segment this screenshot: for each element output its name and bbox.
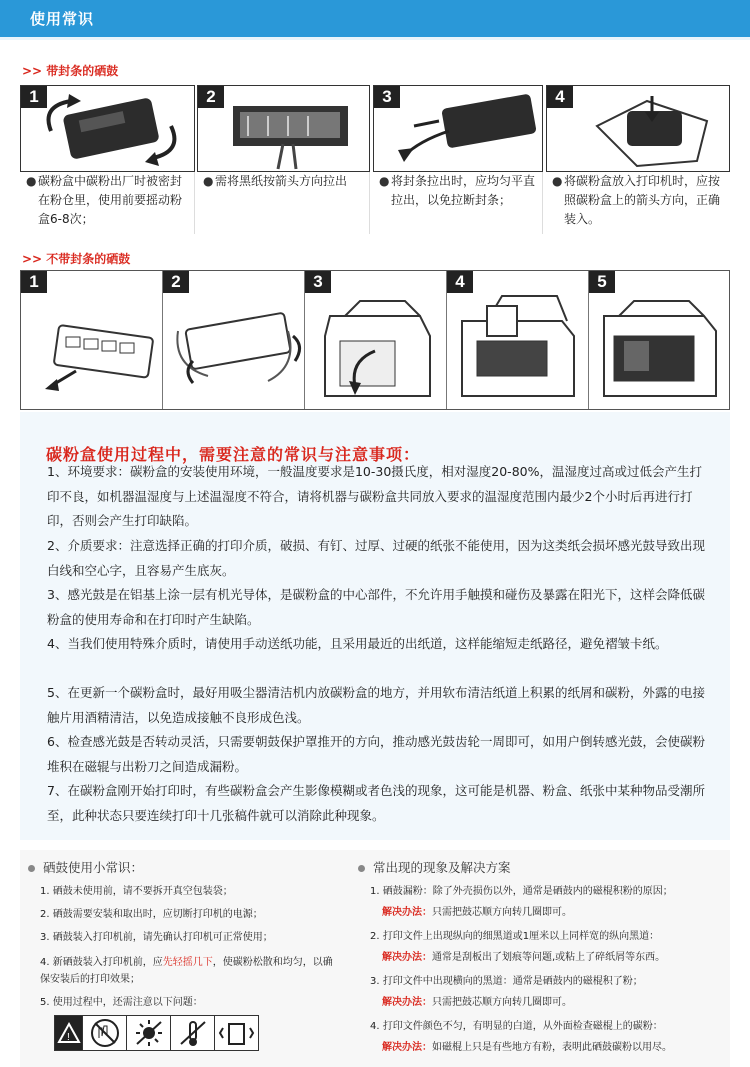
bullet-icon: ● (552, 174, 563, 188)
no-heat-icon (171, 1016, 215, 1050)
page-title: 使用常识 (30, 10, 95, 28)
notice-item-3: 3、感光鼓是在铝基上涂一层有机光导体，是碳粉盒的中心部件，不允许用手触摸和碰伤及暴露在阳光下，这样会降低碳粉盒的使用寿命和在打印时产生缺陷。 (47, 587, 705, 627)
notice-item-1: 1、环境要求：碳粉盒的安装使用环境，一般温度要求是10-30摄氏度，相对湿度20-80%，温湿度过高或过低会产生打印不良，如机器温湿度与上述温湿度不符合，请将机器与碳粉盒共同放入要求的温湿度范围内最少2个小时后再进行打印，否则会产生打印缺陷。 (47, 464, 702, 528)
insert-cartridge-illustration (547, 86, 730, 172)
notice-item-6: 6、检查感光鼓是否转动灵活，只需要朝鼓保护罩推开的方向，推动感光鼓齿轮一周即可，如用户倒转感光鼓，会使碳粉堆积在磁辊与出粉刀之间造成漏粉。 (47, 734, 705, 774)
unsealed-section-title: >> 不带封条的硒鼓 (22, 252, 131, 266)
notice-item-4: 4、当我们使用特殊介质时，请使用手动送纸功能，且采用最近的出纸道，这样能缩短走纸路径，避免褶皱卡纸。 (47, 636, 668, 651)
unsealed-step-5-image (589, 271, 729, 409)
solution-item-4: 解决办法：如磁棍上只是有些地方有粉，表明此硒鼓碳粉以用尽。 (382, 1042, 672, 1053)
sealed-step-4-image (546, 85, 730, 172)
header-bar (0, 0, 750, 37)
unsealed-step-2-image (163, 271, 305, 409)
no-touch-icon (83, 1016, 127, 1050)
step-number: 3 (374, 86, 400, 108)
unsealed-step-3-image (305, 271, 447, 409)
tip-item-1: 1. 硒鼓未使用前，请不要拆开真空包装袋； (40, 886, 233, 897)
sealed-step-2-caption: ● 需将黑纸按箭头方向拉出 (197, 172, 370, 234)
step-number: 5 (589, 271, 615, 293)
solution-item-1: 解决办法：只需把鼓芯顺方向转几圈即可。 (382, 907, 572, 918)
warning-icon (55, 1016, 83, 1050)
tip-item-4: 4. 新硒鼓装入打印机前，应先轻摇几下，使碳粉松散和均匀，以确保安装后的打印效果； (40, 957, 333, 985)
tip-item-3: 3. 硒鼓装入打印机前，请先确认打印机可正常使用； (40, 932, 273, 943)
notice-item-7: 7、在碳粉盒刚开始打印时，有些碳粉盒会产生影像模糊或者色浅的现象，这可能是机器、粉盒、纸张中某种物品受潮所至，此种状态只要连续打印十几张稿件就可以消除此种现象。 (47, 783, 705, 823)
notice-panel (20, 412, 730, 840)
step-number: 1 (21, 86, 47, 108)
problems-title: 常出现的现象及解决方案 (358, 858, 511, 876)
unsealed-steps-strip (20, 270, 730, 410)
step-number: 4 (547, 86, 573, 108)
sealed-step-3-caption: ● 将封条拉出时，应均匀平直拉出，以免拉断封条； (373, 172, 543, 234)
notice-title: 碳粉盒使用过程中，需要注意的常识与注意事项： (46, 445, 421, 464)
notice-item-2: 2、介质要求：注意选择正确的打印介质，破损、有钉、过厚、过硬的纸张不能使用，因为这类纸会损坏感光鼓导致出现白线和空心字，且容易产生底灰。 (47, 538, 705, 578)
sealed-step-3-image (373, 85, 543, 172)
problem-item-3: 3. 打印文件中出现横向的黑道：通常是硒鼓内的磁棍积了粉； (370, 976, 643, 987)
svg-text:!: ! (67, 1032, 70, 1043)
problem-item-4: 4. 打印文件颜色不匀，有明显的白道，从外面检查磁棍上的碳粉： (370, 1021, 663, 1032)
bullet-icon (358, 865, 365, 872)
no-shake-icon (215, 1016, 258, 1050)
step-number: 1 (21, 271, 47, 293)
tip-item-2: 2. 硒鼓需要安装和取出时，应切断打印机的电源； (40, 909, 263, 920)
bullet-icon: ● (26, 174, 37, 188)
sealed-step-2-image (197, 85, 370, 172)
step-number: 2 (163, 271, 189, 293)
cartridge-shake-illustration (21, 86, 195, 172)
bottom-panel (20, 850, 730, 1067)
solution-item-3: 解决办法：只需把鼓芯顺方向转几圈即可。 (382, 997, 572, 1008)
step-number: 4 (447, 271, 473, 293)
tips-title: 硒鼓使用小常识： (28, 858, 143, 876)
unsealed-step-4-image (447, 271, 589, 409)
bullet-icon: ● (203, 174, 214, 188)
solution-item-2: 解决办法：通常是刮板出了划痕等问题,或粘上了碎纸屑等东西。 (382, 952, 666, 963)
warning-icons-row (54, 1015, 259, 1051)
sealed-step-4-caption: ● 将碳粉盒放入打印机时，应按照碳粉盒上的箭头方向，正确装入。 (552, 174, 721, 226)
notice-item-5: 5、在更新一个碳粉盒时，最好用吸尘器清洁机内放碳粉盒的地方，并用软布清洁纸道上积累的纸屑和碳粉，外露的电接触片用酒精清洁，以免造成接触不良形成色浅。 (47, 685, 705, 725)
no-sunlight-icon (127, 1016, 171, 1050)
sealed-step-1-image (20, 85, 195, 172)
tip-item-5: 5. 使用过程中，还需注意以下问题： (40, 997, 203, 1008)
step-number: 2 (198, 86, 224, 108)
bullet-icon: ● (379, 174, 390, 188)
sealed-step-1-caption: ● 碳粉盒中碳粉出厂时被密封在粉仓里，使用前要摇动粉盒6-8次； (20, 172, 195, 234)
problem-item-2: 2. 打印文件上出现纵向的细黑道或1厘米以上同样宽的纵向黑道： (370, 931, 660, 942)
step-number: 3 (305, 271, 331, 293)
problem-item-1: 1. 硒鼓漏粉：除了外壳损伤以外，通常是硒鼓内的磁棍积粉的原因； (370, 886, 673, 897)
unsealed-step-1-image (21, 271, 163, 409)
sealed-section-title: >> 带封条的硒鼓 (22, 64, 119, 78)
bullet-icon (28, 865, 35, 872)
header-divider (0, 37, 750, 40)
